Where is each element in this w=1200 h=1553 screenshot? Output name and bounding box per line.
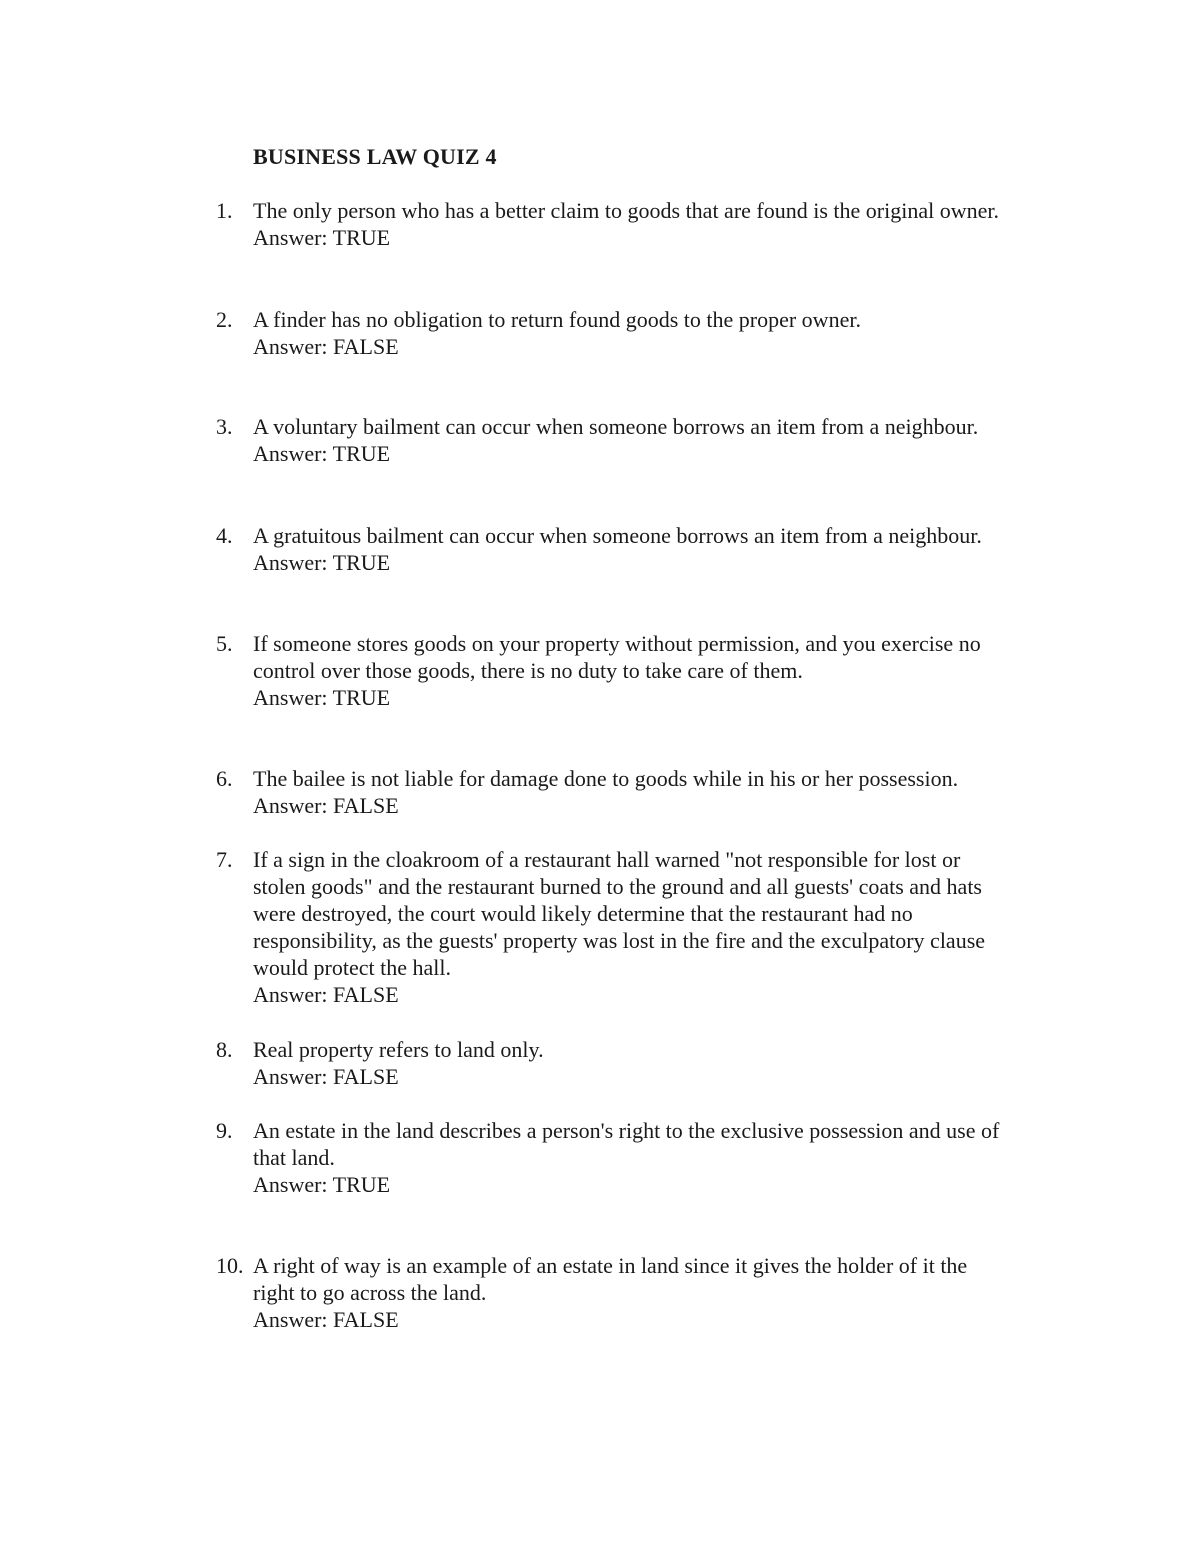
question-number: 2. [216,307,233,332]
question-body [253,846,1063,1008]
question-text: The only person who has a better claim to goods that are found is the original owner. [253,198,999,223]
question-number: 10. [216,1253,244,1278]
question-answer: Answer: TRUE [253,685,391,710]
question-number: 5. [216,631,233,656]
question-text: A finder has no obligation to return found goods to the proper owner. [253,307,861,332]
question-number: 6. [216,766,233,791]
question-body [253,306,1063,360]
question-text: If someone stores goods on your property without permission, and you exercise no control over those goods, there is no duty to take care of them. [253,631,981,683]
question-text: A right of way is an example of an estate in land since it gives the holder of it the right to go across the land. [253,1253,968,1305]
question-answer: Answer: TRUE [253,441,391,466]
question-body [253,630,1063,711]
question-answer: Answer: FALSE [253,982,399,1007]
question-answer: Answer: TRUE [253,550,391,575]
question-number: 4. [216,523,233,548]
question-body [253,765,1063,819]
question-number: 1. [216,198,233,223]
question-number: 9. [216,1118,233,1143]
question-text: A voluntary bailment can occur when someone borrows an item from a neighbour. [253,414,979,439]
question-body [253,522,1063,576]
question-answer: Answer: FALSE [253,1307,399,1332]
question-answer: Answer: TRUE [253,225,391,250]
question-number: 3. [216,414,233,439]
question-body [253,1036,1063,1090]
question-body [253,1117,1063,1198]
question-text: An estate in the land describes a person's right to the exclusive possession and use of that land. [253,1118,1000,1170]
question-body [253,197,1063,251]
question-answer: Answer: TRUE [253,1172,391,1197]
question-answer: Answer: FALSE [253,334,399,359]
question-text: If a sign in the cloakroom of a restaurant hall warned "not responsible for lost or stolen goods" and the restaurant burned to the ground and all guests' coats and hats were destroyed, the court would likely determine that the restaurant had no responsibility, as the guests' property was lost in the fire and the exculpatory clause would protect the hall. [253,847,986,980]
document-title: BUSINESS LAW QUIZ 4 [253,144,497,169]
question-text: A gratuitous bailment can occur when someone borrows an item from a neighbour. [253,523,982,548]
question-answer: Answer: FALSE [253,1064,399,1089]
question-body [253,1252,1063,1333]
question-number: 7. [216,847,233,872]
question-number: 8. [216,1037,233,1062]
question-body [253,413,1063,467]
question-answer: Answer: FALSE [253,793,399,818]
question-text: Real property refers to land only. [253,1037,544,1062]
question-text: The bailee is not liable for damage done to goods while in his or her possession. [253,766,959,791]
